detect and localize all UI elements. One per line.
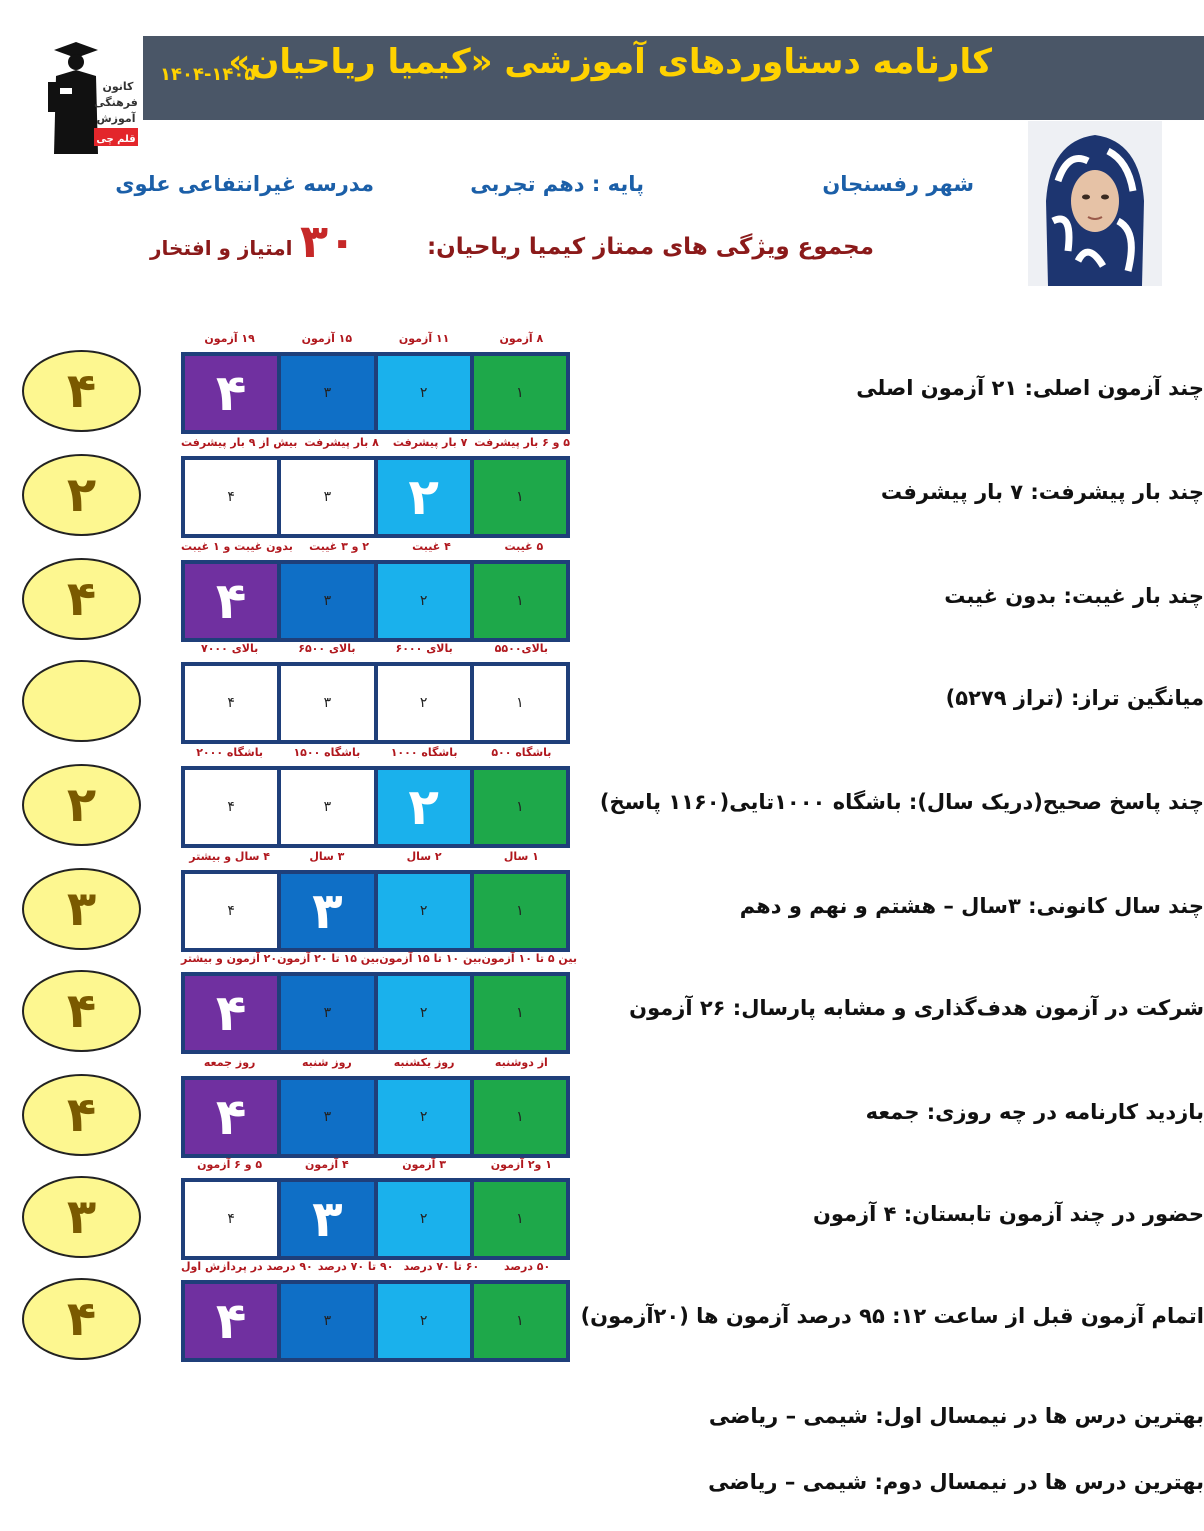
level-cell-2: ۲ — [378, 874, 470, 948]
criterion-text: چند آزمون اصلی: ۲۱ آزمون اصلی — [856, 376, 1204, 400]
level-cell-3: ۳ — [281, 874, 373, 948]
threshold-label: ۲ سال — [406, 850, 442, 863]
criterion-text: میانگین تراز: (تراز ۵۲۷۹) — [945, 686, 1204, 710]
level-cell-3: ۳ — [281, 666, 373, 740]
student-grade: پایه : دهم تجربی — [470, 172, 644, 196]
student-school: مدرسه غیرانتفاعی علوی — [115, 172, 374, 196]
total-features-label: مجموع ویژگی های ممتاز کیمیا ریاحیان: — [426, 234, 874, 260]
threshold-label: ۱۵ آزمون — [301, 332, 353, 345]
threshold-label: ۴ غیبت — [412, 540, 451, 553]
threshold-label: ۱۹ آزمون — [204, 332, 255, 345]
threshold-label: ۹۰ تا ۷۰ درصد — [317, 1260, 394, 1273]
level-cell-4: ۴ — [185, 564, 277, 638]
threshold-label: ۱ سال — [503, 850, 539, 863]
level-cell-1: ۱ — [474, 770, 566, 844]
level-cell-4: ۴ — [185, 666, 277, 740]
threshold-label: ۴ آزمون — [305, 1158, 349, 1171]
level-cell-4: ۴ — [185, 1080, 277, 1154]
threshold-label: بالای ۷۰۰۰ — [201, 642, 259, 655]
level-cell-4: ۴ — [185, 770, 277, 844]
level-grid — [181, 1178, 570, 1260]
row-threshold-labels — [181, 436, 570, 454]
level-cell-3: ۳ — [281, 460, 373, 534]
row-score-circle: ۴ — [22, 350, 141, 432]
criterion-text: چند پاسخ صحیح(دریک سال): باشگاه ۱۰۰۰تایی(۱۱۶۰ پاسخ) — [599, 790, 1204, 814]
logo-text-2: فرهنگی — [94, 96, 138, 109]
level-cell-3: ۳ — [281, 976, 373, 1050]
threshold-label: روز یکشنبه — [393, 1056, 455, 1069]
criterion-text: بازدید کارنامه در چه روزی: جمعه — [865, 1100, 1204, 1124]
level-cell-1: ۱ — [474, 1182, 566, 1256]
level-grid — [181, 352, 570, 434]
threshold-label: بالای ۶۵۰۰ — [298, 642, 356, 655]
kanoon-logo — [46, 36, 140, 156]
criterion-text: چند سال کانونی: ۳سال – هشتم و نهم و دهم — [739, 894, 1204, 918]
threshold-label: ۸ آزمون — [499, 332, 544, 345]
level-cell-3: ۳ — [281, 1284, 373, 1358]
student-city: شهر رفسنجان — [822, 172, 974, 196]
row-threshold-labels — [181, 1158, 570, 1176]
threshold-label: ۵۰ درصد — [504, 1260, 551, 1273]
total-score: ۳۰ — [300, 214, 357, 268]
level-grid — [181, 1076, 570, 1158]
threshold-label: ۸ بار پیشرفت — [304, 436, 379, 449]
threshold-label: باشگاه ۵۰۰ — [491, 746, 552, 759]
threshold-label: بیش از ۹ بار پیشرفت — [181, 436, 298, 449]
level-grid — [181, 456, 570, 538]
row-threshold-labels — [181, 540, 570, 558]
level-cell-3: ۳ — [281, 356, 373, 430]
row-score-circle: ۲ — [22, 454, 141, 536]
row-score-circle: ۴ — [22, 1074, 141, 1156]
level-cell-4: ۴ — [185, 1284, 277, 1358]
threshold-label: باشگاه ۱۰۰۰ — [390, 746, 458, 759]
threshold-label: بین ۱۵ تا ۲۰ آزمون — [277, 952, 380, 965]
criterion-text: چند بار پیشرفت: ۷ بار پیشرفت — [880, 480, 1204, 504]
page-title: کارنامه دستاوردهای آموزشی «کیمیا ریاحیان» — [228, 42, 992, 82]
threshold-label: ۳ آزمون — [402, 1158, 446, 1171]
threshold-label: از دوشنبه — [494, 1056, 548, 1069]
level-cell-2: ۲ — [378, 564, 470, 638]
threshold-label: ۲۰ آزمون و بیشتر — [181, 952, 278, 965]
student-photo — [1028, 121, 1162, 286]
threshold-label: ۴ سال و بیشتر — [189, 850, 270, 863]
level-cell-3: ۳ — [281, 1080, 373, 1154]
level-cell-4: ۴ — [185, 356, 277, 430]
level-cell-4: ۴ — [185, 460, 277, 534]
row-threshold-labels — [181, 952, 577, 970]
logo-text-1: کانون — [102, 80, 134, 93]
threshold-label: بین ۱۰ تا ۱۵ آزمون — [379, 952, 482, 965]
threshold-label: روز شنبه — [301, 1056, 352, 1069]
level-cell-2: ۲ — [378, 1182, 470, 1256]
threshold-label: باشگاه ۱۵۰۰ — [293, 746, 361, 759]
row-score-circle: ۲ — [22, 764, 141, 846]
level-cell-1: ۱ — [474, 1080, 566, 1154]
level-cell-2: ۲ — [378, 666, 470, 740]
criterion-text: شرکت در آزمون هدف‌گذاری و مشابه پارسال: ۲۶ آزمون — [629, 996, 1204, 1020]
logo-text-3: آموزش — [96, 112, 136, 125]
level-cell-2: ۲ — [378, 1284, 470, 1358]
level-grid — [181, 1280, 570, 1362]
level-cell-1: ۱ — [474, 460, 566, 534]
threshold-label: باشگاه ۲۰۰۰ — [196, 746, 264, 759]
row-threshold-labels — [181, 1056, 570, 1074]
logo-text-4: قلم چی — [96, 134, 136, 145]
level-cell-3: ۳ — [281, 770, 373, 844]
row-threshold-labels — [181, 332, 570, 350]
threshold-label: ۵ و ۶ بار پیشرفت — [474, 436, 570, 449]
level-cell-1: ۱ — [474, 874, 566, 948]
threshold-label: ۱۱ آزمون — [398, 332, 450, 345]
threshold-label: ۶۰ تا ۷۰ درصد — [403, 1260, 480, 1273]
criterion-text: چند بار غیبت: بدون غیبت — [944, 584, 1204, 608]
threshold-label: ۵ و ۶ آزمون — [197, 1158, 263, 1171]
best-subjects-second-term: بهترین درس ها در نیمسال دوم: شیمی – ریاضی — [708, 1470, 1204, 1494]
level-grid — [181, 870, 570, 952]
level-cell-4: ۴ — [185, 1182, 277, 1256]
score-caption: امتیاز و افتخار — [150, 236, 293, 260]
level-cell-1: ۱ — [474, 356, 566, 430]
threshold-label: بالای ۶۰۰۰ — [395, 642, 453, 655]
threshold-label: ۱ و۲ آزمون — [490, 1158, 552, 1171]
threshold-label: ۵ غیبت — [504, 540, 544, 553]
row-score-circle: ۳ — [22, 868, 141, 950]
level-cell-2: ۲ — [378, 1080, 470, 1154]
level-grid — [181, 662, 570, 744]
row-score-circle — [22, 660, 141, 742]
academic-years: ۱۴۰۴-۱۴۰۵ — [160, 64, 256, 85]
level-cell-1: ۱ — [474, 666, 566, 740]
criterion-text: حضور در چند آزمون تابستان: ۴ آزمون — [812, 1202, 1204, 1226]
threshold-label: بدون غیبت و ۱ غیبت — [181, 540, 293, 553]
criterion-text: اتمام آزمون قبل از ساعت ۱۲: ۹۵ درصد آزمون ها (۲۰آزمون) — [580, 1304, 1204, 1328]
threshold-label: بین ۵ تا ۱۰ آزمون — [481, 952, 577, 965]
level-cell-1: ۱ — [474, 564, 566, 638]
level-cell-4: ۴ — [185, 976, 277, 1050]
row-threshold-labels — [181, 1260, 570, 1278]
row-threshold-labels — [181, 746, 570, 764]
level-grid — [181, 560, 570, 642]
threshold-label: ۲ و ۳ غیبت — [309, 540, 370, 553]
row-threshold-labels — [181, 642, 570, 660]
threshold-label: ۳ سال — [309, 850, 345, 863]
best-subjects-first-term: بهترین درس ها در نیمسال اول: شیمی – ریاضی — [708, 1404, 1204, 1428]
level-cell-3: ۳ — [281, 1182, 373, 1256]
row-score-circle: ۳ — [22, 1176, 141, 1258]
level-cell-2: ۲ — [378, 976, 470, 1050]
row-score-circle: ۴ — [22, 970, 141, 1052]
threshold-label: ۹۰ درصد در پردازش اول — [181, 1260, 313, 1273]
threshold-label: ۷ بار پیشرفت — [392, 436, 468, 449]
level-cell-3: ۳ — [281, 564, 373, 638]
threshold-label: بالای۵۵۰۰ — [494, 642, 549, 655]
level-cell-4: ۴ — [185, 874, 277, 948]
threshold-label: روز جمعه — [203, 1056, 256, 1069]
level-cell-2: ۲ — [378, 356, 470, 430]
row-score-circle: ۴ — [22, 1278, 141, 1360]
level-cell-1: ۱ — [474, 1284, 566, 1358]
level-grid — [181, 972, 570, 1054]
row-score-circle: ۴ — [22, 558, 141, 640]
level-cell-2: ۲ — [378, 770, 470, 844]
level-cell-1: ۱ — [474, 976, 566, 1050]
level-cell-2: ۲ — [378, 460, 470, 534]
level-grid — [181, 766, 570, 848]
row-threshold-labels — [181, 850, 570, 868]
